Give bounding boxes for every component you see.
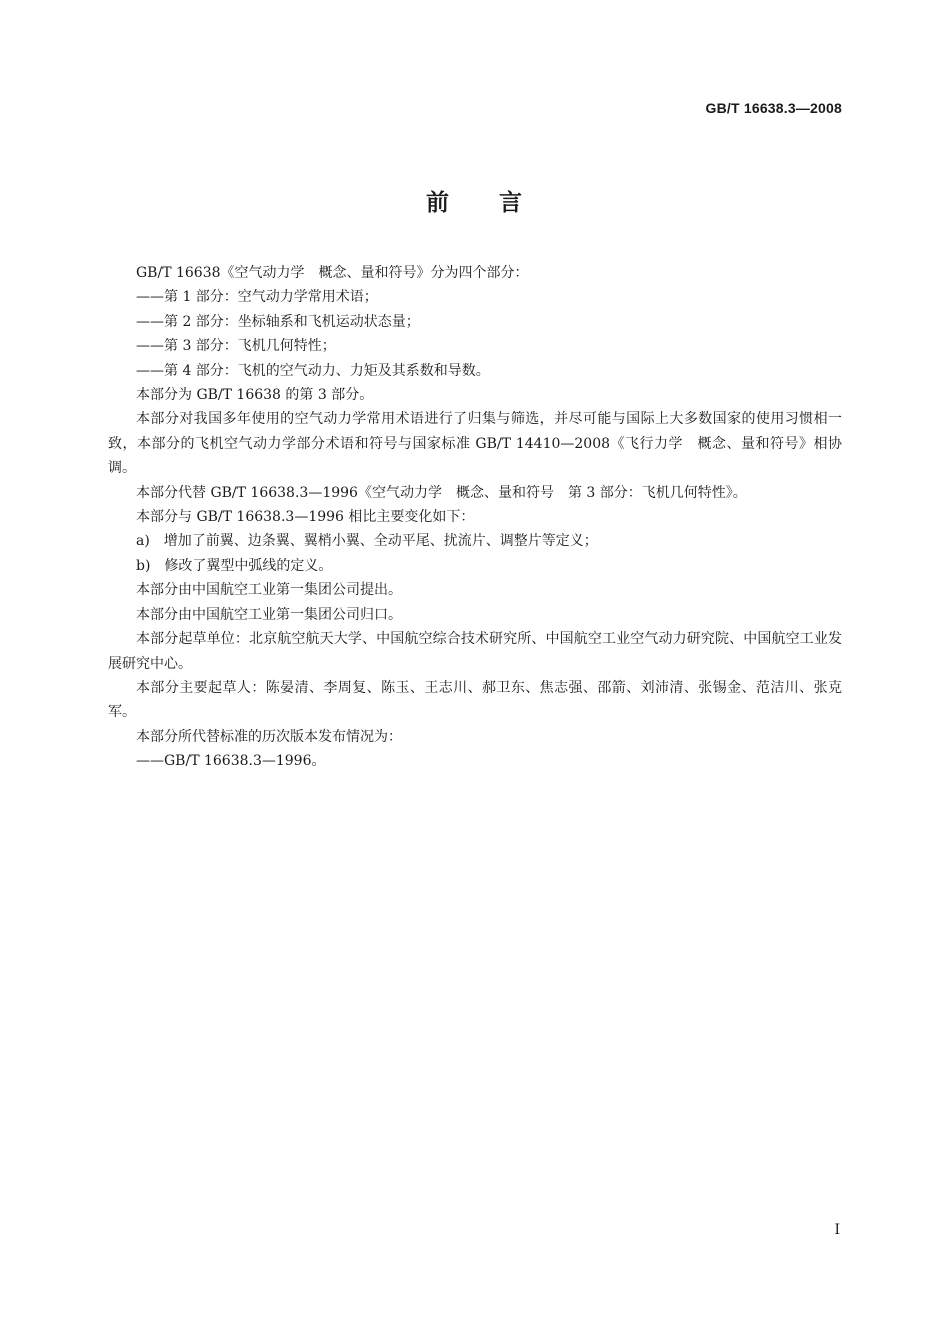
list-item: ——第 1 部分：空气动力学常用术语； — [136, 289, 378, 306]
paragraph: 本部分主要起草人：陈晏清、李周复、陈玉、王志川、郝卫东、焦志强、邵箭、刘沛清、张锡金、范洁川、张克军。 — [108, 679, 842, 721]
list-item: b) 修改了翼型中弧线的定义。 — [136, 557, 333, 574]
paragraph: 本部分代替 GB/T 16638.3—1996《空气动力学 概念、量和符号 第 3 部分：飞机几何特性》。 — [136, 484, 747, 501]
page-title-char-1: 前 — [426, 190, 451, 216]
list-item: ——第 2 部分：坐标轴系和飞机运动状态量； — [136, 313, 420, 330]
paragraph: GB/T 16638《空气动力学 概念、量和符号》分为四个部分： — [136, 265, 529, 281]
page-number: I — [834, 1222, 840, 1238]
page-title-char-2: 言 — [499, 190, 524, 216]
paragraph: 本部分由中国航空工业第一集团公司归口。 — [136, 606, 402, 623]
list-item: ——第 3 部分：飞机几何特性； — [136, 338, 336, 355]
list-item: ——GB/T 16638.3—1996。 — [136, 753, 326, 770]
paragraph: 本部分由中国航空工业第一集团公司提出。 — [136, 582, 402, 599]
standard-code: GB/T 16638.3—2008 — [705, 100, 842, 116]
paragraph: 本部分为 GB/T 16638 的第 3 部分。 — [136, 387, 374, 404]
paragraph: 本部分起草单位：北京航空航天大学、中国航空综合技术研究所、中国航空工业空气动力研究院、中国航空工业发展研究中心。 — [108, 631, 842, 672]
page-title — [0, 184, 950, 217]
paragraph: 本部分与 GB/T 16638.3—1996 相比主要变化如下： — [136, 509, 475, 526]
list-item: a) 增加了前翼、边条翼、翼梢小翼、全动平尾、扰流片、调整片等定义； — [136, 533, 598, 550]
paragraph: 本部分所代替标准的历次版本发布情况为： — [136, 728, 402, 745]
document-body — [108, 261, 842, 774]
paragraph: 本部分对我国多年使用的空气动力学常用术语进行了归集与筛选，并尽可能与国际上大多数国家的使用习惯相一致，本部分的飞机空气动力学部分术语和符号与国家标准 GB/T 14410—2008《飞行力学 概念、量和符号》相协调。 — [108, 411, 842, 477]
list-item: ——第 4 部分：飞机的空气动力、力矩及其系数和导数。 — [136, 362, 490, 379]
